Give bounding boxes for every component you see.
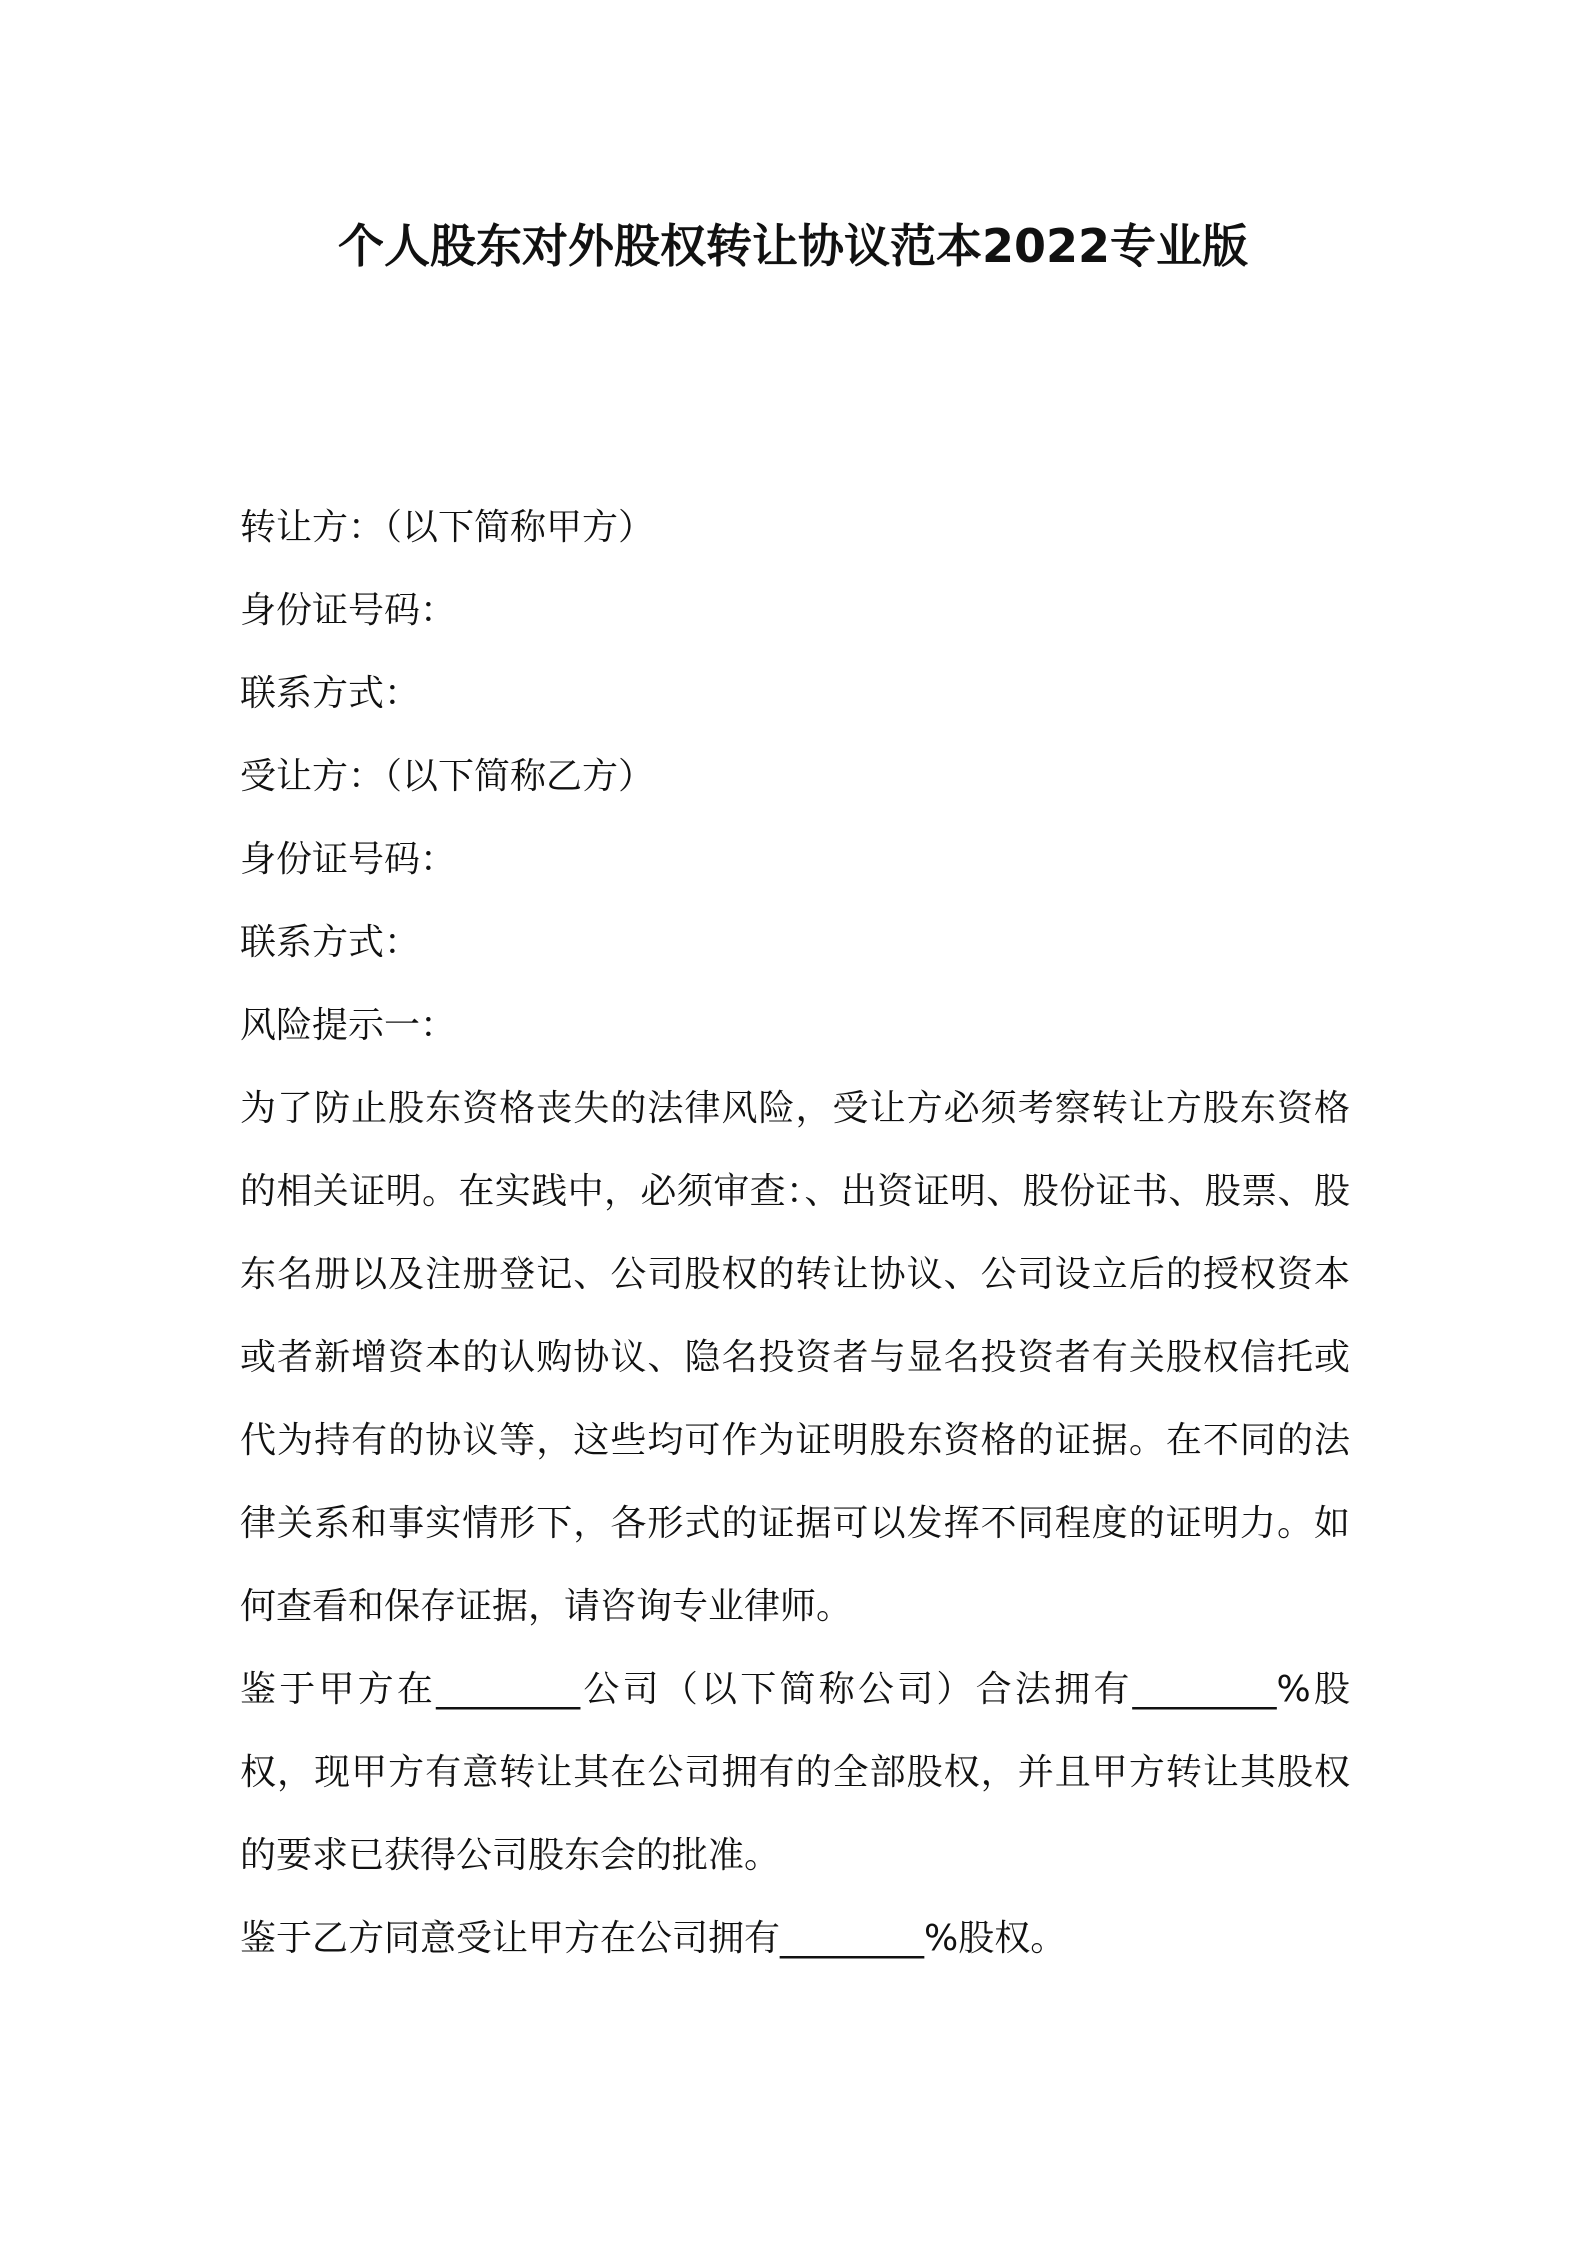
document-body [240,486,1350,1980]
risk-paragraph: 为了防止股东资格丧失的法律风险，受让方必须考察转让方股东资格的相关证明。在实践中，必须审查：、出资证明、股份证书、股票、股东名册以及注册登记、公司股权的转让协议、公司设立后的授权资本或者新增资本的认购协议、隐名投资者与显名投资者有关股权信托或代为持有的协议等，这些均可作为证明股东资格的证据。在不同的法律关系和事实情形下，各形式的证据可以发挥不同程度的证明力。如何查看和保存证据，请咨询专业律师。 [240,1088,1350,1627]
transferee-line: 受让方：（以下简称乙方） [240,756,655,797]
transferee-id-line: 身份证号码： [240,839,457,880]
risk-heading: 风险提示一： [240,1005,457,1046]
whereas-paragraph-1: 鉴于甲方在________公司（以下简称公司）合法拥有________%股权，现甲方有意转让其在公司拥有的全部股权，并且甲方转让其股权的要求已获得公司股东会的批准。 [240,1669,1350,1876]
whereas-paragraph-2: 鉴于乙方同意受让甲方在公司拥有________%股权。 [240,1918,1067,1959]
transferee-contact-line: 联系方式： [240,922,421,963]
transferor-line: 转让方：（以下简称甲方） [240,507,655,548]
transferor-id-line: 身份证号码： [240,590,457,631]
document-title: 个人股东对外股权转让协议范本2022专业版 [337,219,1249,273]
transferor-contact-line: 联系方式： [240,673,421,714]
